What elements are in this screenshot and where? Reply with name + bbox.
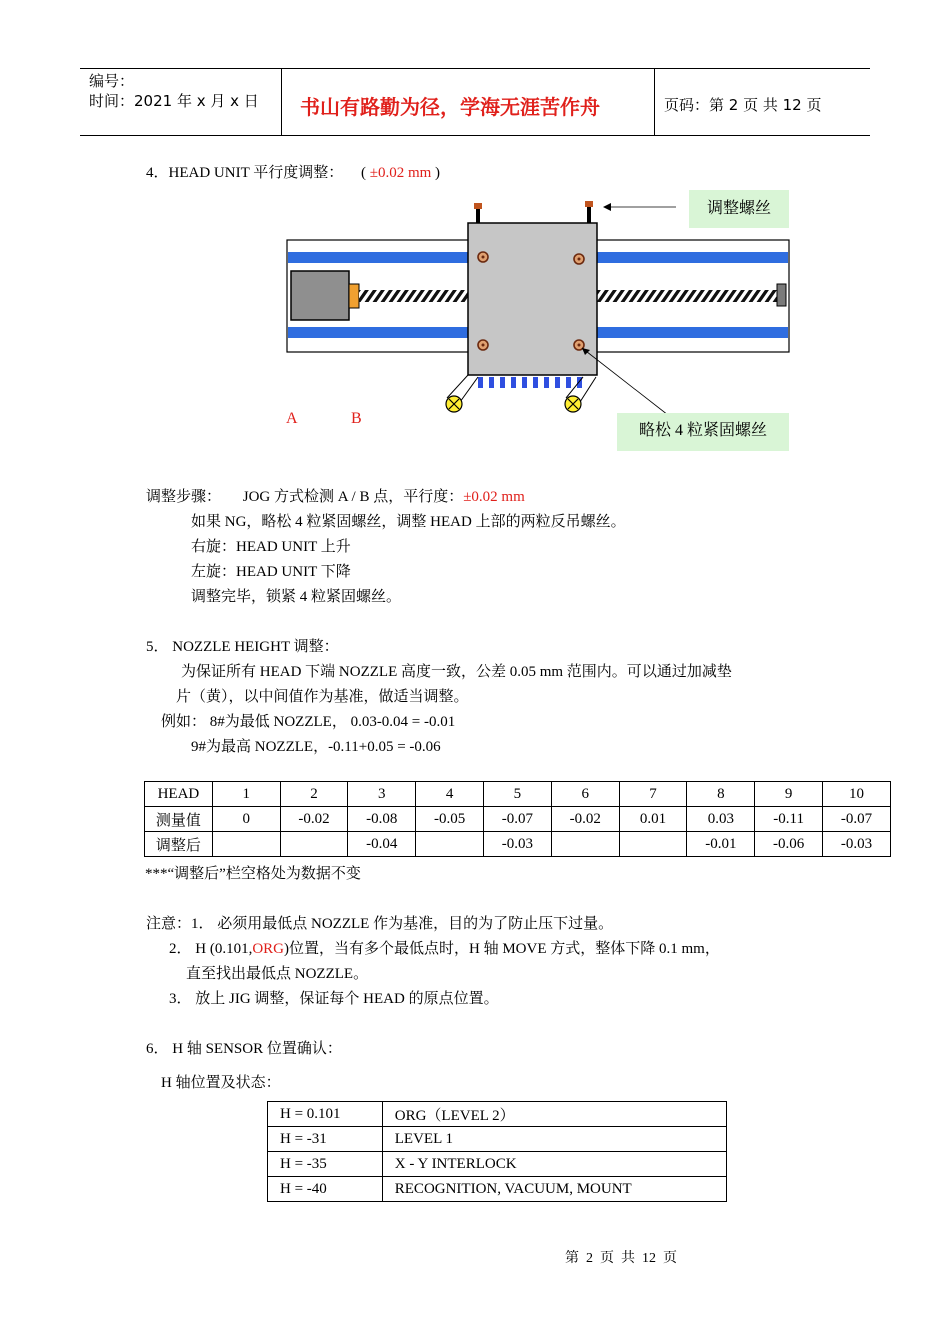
step-5: 调整完毕，锁紧 4 粒紧固螺丝。 <box>191 589 402 605</box>
label-point-a: A <box>286 410 298 427</box>
table-cell: 3 <box>348 782 416 807</box>
table-cell: 0.03 <box>687 807 755 832</box>
step-2: 如果 NG，略松 4 粒紧固螺丝，调整 HEAD 上部的两粒反吊螺丝。 <box>191 514 626 530</box>
table-row <box>268 1102 727 1127</box>
section5-example1: 例如： 8#为最低 NOZZLE， 0.03-0.04 = -0.01 <box>161 714 456 730</box>
table-cell: H = -35 <box>268 1152 383 1177</box>
table-cell: 7 <box>619 782 687 807</box>
step-1: 调整步骤： JOG 方式检测 A / B 点，平行度：±0.02 mm <box>146 489 525 505</box>
table-cell: -0.05 <box>416 807 484 832</box>
ball-screw-left <box>359 290 469 302</box>
table-cell: -0.02 <box>280 807 348 832</box>
section4-tolerance: ±0.02 mm <box>369 165 432 181</box>
table-cell: 4 <box>416 782 484 807</box>
measure-point-a-icon <box>446 396 462 412</box>
step-3: 右旋：HEAD UNIT 上升 <box>191 539 351 555</box>
measure-point-b-icon <box>565 396 581 412</box>
adjust-screw-right-head <box>585 201 593 207</box>
h-axis-sensor-table <box>267 1101 727 1202</box>
head-unit-body <box>468 223 597 375</box>
callout-fixing-screws: 略松 4 粒紧固螺丝 <box>617 413 789 451</box>
table-cell: H = -40 <box>268 1177 383 1202</box>
table-cell: HEAD <box>145 782 213 807</box>
table-cell: -0.08 <box>348 807 416 832</box>
adjust-screw-left-shaft <box>476 209 480 223</box>
header-page-label: 页码：第 2 页 共 12 页 <box>664 96 822 114</box>
table-cell <box>280 832 348 857</box>
table-row <box>268 1152 727 1177</box>
table-cell: 调整后 <box>145 832 213 857</box>
adjust-screw-right-shaft <box>587 207 591 223</box>
table-cell: -0.04 <box>348 832 416 857</box>
table-cell: X - Y INTERLOCK <box>382 1152 726 1177</box>
note-3: 3． 放上 JIG 调整，保证每个 HEAD 的原点位置。 <box>169 991 499 1007</box>
page-footer: 第 2 页 共 12 页 <box>565 1251 677 1266</box>
table-cell: 5 <box>484 782 552 807</box>
table-row <box>268 1127 727 1152</box>
motor-coupling <box>349 284 359 308</box>
nozzle-height-table <box>144 781 891 857</box>
table-cell: 0.01 <box>619 807 687 832</box>
table-cell: -0.01 <box>687 832 755 857</box>
table-cell <box>416 832 484 857</box>
fix-leader-line <box>582 348 668 415</box>
adjust-screw-left-head <box>474 203 482 209</box>
table-cell: 2 <box>280 782 348 807</box>
table-cell: -0.07 <box>823 807 891 832</box>
table-cell: 测量值 <box>145 807 213 832</box>
table-cell: H = -31 <box>268 1127 383 1152</box>
note-1: 注意：1． 必须用最低点 NOZZLE 作为基准，目的为了防止压下过量。 <box>146 916 614 932</box>
table-cell: -0.07 <box>484 807 552 832</box>
ball-screw-right <box>597 290 777 302</box>
section5-example2: 9#为最高 NOZZLE，-0.11+0.05 = -0.06 <box>191 739 441 755</box>
arrow-left-icon <box>603 203 611 211</box>
note-2-cont: 直至找出最低点 NOZZLE。 <box>186 966 369 982</box>
table-cell: H = 0.101 <box>268 1102 383 1127</box>
label-point-b: B <box>351 410 362 427</box>
section5-para1: 为保证所有 HEAD 下端 NOZZLE 高度一致，公差 0.05 mm 范围内。可以通过加减垫 <box>181 664 732 680</box>
table-footnote: ***“调整后”栏空格处为数据不变 <box>145 866 361 882</box>
table-row <box>145 782 891 807</box>
section4-title: 4．HEAD UNIT 平行度调整： ( ±0.02 mm ) <box>146 165 441 181</box>
doc-date-label: 时间：2021 年 x 月 x 日 <box>89 92 259 110</box>
section5-title: 5． NOZZLE HEIGHT 调整： <box>146 639 339 655</box>
table-cell <box>551 832 619 857</box>
table-cell: RECOGNITION, VACUUM, MOUNT <box>382 1177 726 1202</box>
section5-para2: 片（黄），以中间值作为基准，做适当调整。 <box>176 689 469 705</box>
table-cell <box>212 832 280 857</box>
head-unit-diagram <box>0 0 950 470</box>
note-2: 2． H (0.101,ORG)位置，当有多个最低点时，H 轴 MOVE 方式，整体下降 0.1 mm， <box>169 941 720 957</box>
nozzle-row <box>478 377 582 388</box>
table-cell: LEVEL 1 <box>382 1127 726 1152</box>
callout-adjust-screw: 调整螺丝 <box>689 190 789 228</box>
table-cell: 6 <box>551 782 619 807</box>
header-motto: 书山有路勤为径，学海无涯苦作舟 <box>300 95 600 119</box>
table-cell: -0.02 <box>551 807 619 832</box>
motor-block <box>291 271 349 320</box>
screw-end-cap <box>777 284 786 306</box>
section6-title: 6． H 轴 SENSOR 位置确认： <box>146 1041 342 1057</box>
table-row <box>145 807 891 832</box>
doc-number-label: 编号： <box>89 72 135 90</box>
table-cell: 1 <box>212 782 280 807</box>
table-cell: 9 <box>755 782 823 807</box>
table-cell: -0.06 <box>755 832 823 857</box>
table-row <box>145 832 891 857</box>
table-cell: -0.11 <box>755 807 823 832</box>
table-cell: ORG（LEVEL 2） <box>382 1102 726 1127</box>
table-cell: -0.03 <box>823 832 891 857</box>
table-cell: 0 <box>212 807 280 832</box>
table-cell: 8 <box>687 782 755 807</box>
section6-subtitle: H 轴位置及状态： <box>161 1075 281 1091</box>
table-cell: 10 <box>823 782 891 807</box>
table-cell: -0.03 <box>484 832 552 857</box>
table-row <box>268 1177 727 1202</box>
table-cell <box>619 832 687 857</box>
step-4: 左旋：HEAD UNIT 下降 <box>191 564 351 580</box>
